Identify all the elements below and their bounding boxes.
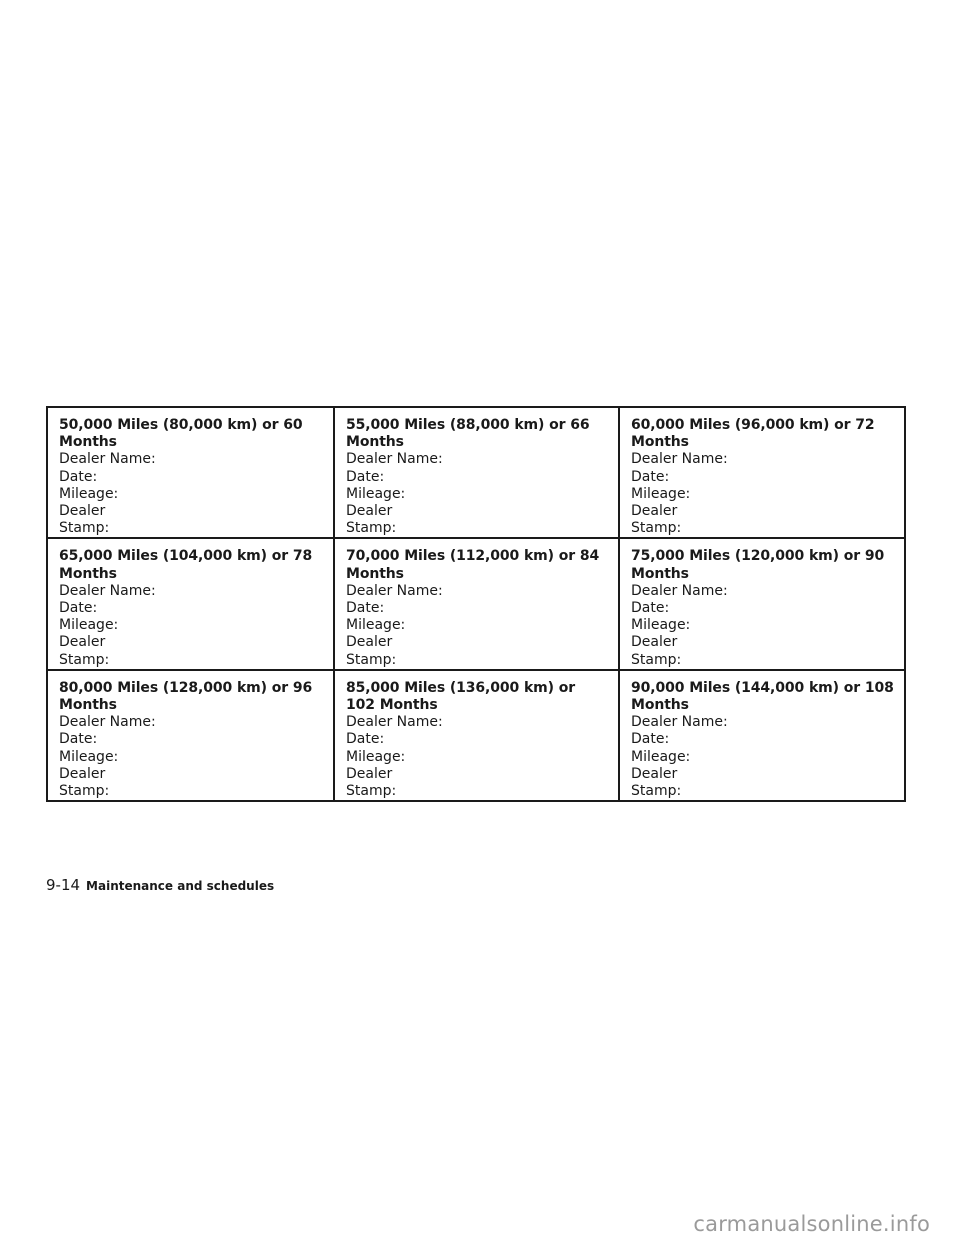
date-label: Date:	[59, 468, 98, 485]
stamp-label: Stamp:	[631, 783, 682, 800]
record-cell	[47, 407, 334, 538]
dealer-name-label: Dealer Name:	[59, 451, 156, 468]
dealer-label: Dealer	[59, 634, 106, 651]
dealer-label: Dealer	[631, 503, 678, 520]
record-cell	[47, 538, 334, 669]
interval-title: 50,000 Miles (80,000 km) or 60 Months	[59, 417, 303, 451]
interval-title: 60,000 Miles (96,000 km) or 72 Months	[631, 417, 875, 451]
interval-title: 80,000 Miles (128,000 km) or 96 Months	[59, 679, 313, 714]
date-label: Date:	[346, 731, 385, 748]
page-number: 9-14	[46, 876, 81, 894]
stamp-label: Stamp:	[59, 651, 110, 668]
record-cell	[47, 670, 334, 801]
mileage-label: Mileage:	[346, 617, 406, 634]
watermark: carmanualsonline.info	[693, 1212, 930, 1236]
dealer-name-label: Dealer Name:	[631, 714, 728, 731]
dealer-name-label: Dealer Name:	[631, 451, 728, 468]
maintenance-record-table	[46, 406, 906, 802]
interval-title: 90,000 Miles (144,000 km) or 108 Months	[631, 679, 894, 714]
section-title: Maintenance and schedules	[86, 879, 275, 893]
date-label: Date:	[59, 600, 98, 617]
record-cell	[334, 670, 619, 801]
interval-title: 70,000 Miles (112,000 km) or 84 Months	[346, 548, 600, 582]
record-cell	[619, 670, 905, 801]
mileage-label: Mileage:	[59, 748, 119, 765]
dealer-label: Dealer	[631, 634, 678, 651]
stamp-label: Stamp:	[631, 520, 682, 537]
date-label: Date:	[631, 731, 670, 748]
dealer-name-label: Dealer Name:	[631, 582, 728, 599]
record-cell	[619, 407, 905, 538]
stamp-label: Stamp:	[631, 651, 682, 668]
mileage-label: Mileage:	[631, 617, 691, 634]
interval-title: 65,000 Miles (104,000 km) or 78 Months	[59, 548, 313, 582]
dealer-label: Dealer	[59, 765, 106, 782]
date-label: Date:	[631, 468, 670, 485]
mileage-label: Mileage:	[631, 485, 691, 502]
date-label: Date:	[59, 731, 98, 748]
dealer-name-label: Dealer Name:	[346, 714, 443, 731]
mileage-label: Mileage:	[59, 485, 119, 502]
date-label: Date:	[631, 600, 670, 617]
dealer-label: Dealer	[346, 634, 393, 651]
mileage-label: Mileage:	[346, 748, 406, 765]
date-label: Date:	[346, 600, 385, 617]
record-cell	[334, 407, 619, 538]
mileage-label: Mileage:	[631, 748, 691, 765]
page-footer	[46, 876, 274, 896]
dealer-name-label: Dealer Name:	[59, 582, 156, 599]
dealer-name-label: Dealer Name:	[346, 451, 443, 468]
stamp-label: Stamp:	[346, 520, 397, 537]
stamp-label: Stamp:	[59, 783, 110, 800]
table-row	[47, 670, 905, 801]
mileage-label: Mileage:	[346, 485, 406, 502]
dealer-label: Dealer	[346, 503, 393, 520]
dealer-name-label: Dealer Name:	[59, 714, 156, 731]
record-cell	[334, 538, 619, 669]
interval-title: 75,000 Miles (120,000 km) or 90 Months	[631, 548, 885, 582]
interval-title: 55,000 Miles (88,000 km) or 66 Months	[346, 417, 590, 451]
interval-title: 85,000 Miles (136,000 km) or 102 Months	[346, 679, 576, 714]
stamp-label: Stamp:	[346, 783, 397, 800]
dealer-label: Dealer	[631, 765, 678, 782]
stamp-label: Stamp:	[346, 651, 397, 668]
stamp-label: Stamp:	[59, 520, 110, 537]
table-row	[47, 538, 905, 669]
record-cell	[619, 538, 905, 669]
table-row	[47, 407, 905, 538]
dealer-label: Dealer	[346, 765, 393, 782]
date-label: Date:	[346, 468, 385, 485]
mileage-label: Mileage:	[59, 617, 119, 634]
dealer-label: Dealer	[59, 503, 106, 520]
dealer-name-label: Dealer Name:	[346, 582, 443, 599]
